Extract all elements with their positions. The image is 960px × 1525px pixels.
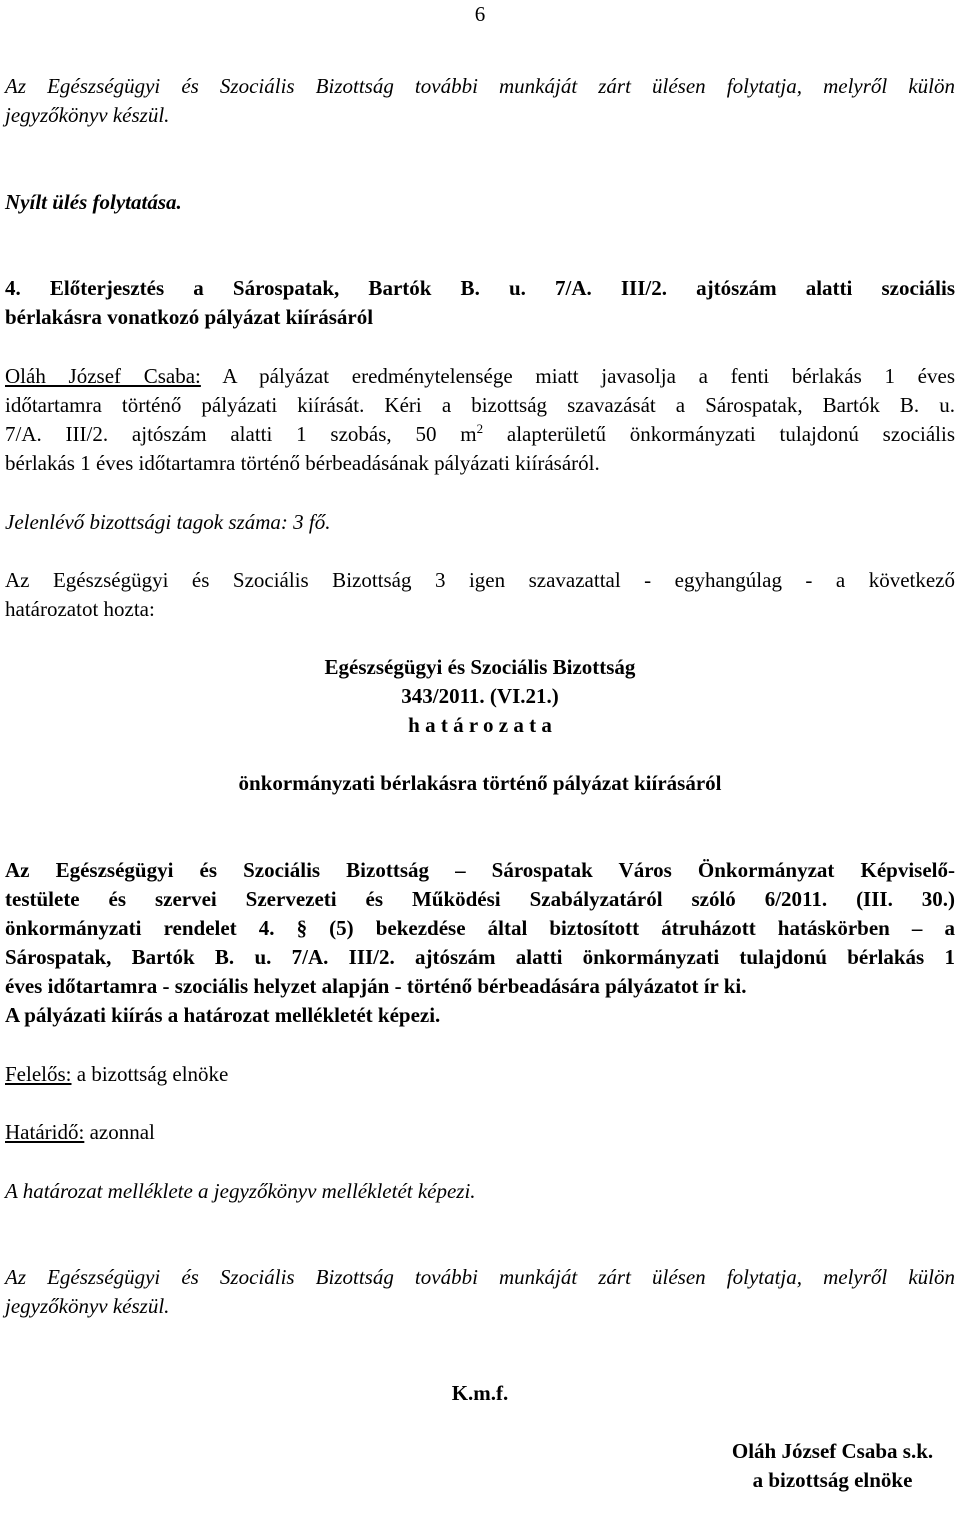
- closed-session-notice: [5, 72, 955, 130]
- vote-line-2: határozatot hozta:: [5, 597, 155, 621]
- annex-note: A határozat melléklete a jegyzőkönyv mellékletét képezi.: [5, 1179, 476, 1203]
- resolution-line-5: éves időtartamra - szociális helyzet alapján - történő bérbeadására pályázatot ír ki.: [5, 974, 747, 998]
- vote-paragraph: [5, 566, 955, 624]
- responsible-line: [5, 1060, 955, 1089]
- open-session-heading: Nyílt ülés folytatása.: [5, 190, 182, 214]
- agenda-item-line-1: 4. Előterjesztés a Sárospatak, Bartók B. u. 7/A. III/2. ajtószám alatti szociális: [5, 276, 955, 300]
- speech-line-4: bérlakás 1 éves időtartamra történő bérbeadásának pályázati kiírásáról.: [5, 451, 600, 475]
- resolution-line-2: testülete és szervei Szervezeti és Működési Szabályzatáról szóló 6/2011. (III. 30.): [5, 887, 955, 911]
- resolution-committee: Egészségügyi és Szociális Bizottság: [324, 655, 636, 679]
- closed-session-line-2: jegyzőkönyv készül.: [5, 103, 170, 127]
- agenda-item-line-2: bérlakásra vonatkozó pályázat kiírásáról: [5, 305, 374, 329]
- superscript-2: 2: [476, 421, 484, 436]
- vote-line-1: Az Egészségügyi és Szociális Bizottság 3 igen szavazattal - egyhangúlag - a következő: [5, 568, 955, 592]
- speaker-name: Oláh József Csaba:: [5, 364, 201, 388]
- responsible-label: Felelős:: [5, 1062, 72, 1086]
- page-number: 6: [474, 2, 486, 26]
- kmf: K.m.f.: [451, 1381, 509, 1405]
- responsible-value: a bizottság elnöke: [71, 1062, 229, 1086]
- deadline-value: azonnal: [84, 1120, 155, 1144]
- speech-line-2: időtartamra történő pályázati kiírását. Kéri a bizottság szavazását a Sárospatak, Bartók B. u.: [5, 393, 955, 417]
- resolution-line-4: Sárospatak, Bartók B. u. 7/A. III/2. ajtószám alatti önkormányzati tulajdonú bérlakás 1: [5, 945, 955, 969]
- agenda-item-4-title: [5, 274, 955, 332]
- resolution-line-1: Az Egészségügyi és Szociális Bizottság – Sárospatak Város Önkormányzat Képviselő-: [5, 858, 955, 882]
- resolution-label: h a t á r o z a t a: [408, 713, 552, 737]
- deadline-label: Határidő:: [5, 1120, 85, 1144]
- speech-paragraph: [5, 362, 955, 478]
- resolution-subject: önkormányzati bérlakásra történő pályázat kiírásáról: [238, 771, 722, 795]
- resolution-line-6: A pályázati kiírás a határozat mellékletét képezi.: [5, 1003, 441, 1027]
- signature-name: Oláh József Csaba s.k.: [731, 1439, 934, 1463]
- resolution-number: 343/2011. (VI.21.): [401, 684, 559, 708]
- signature-title: a bizottság elnöke: [752, 1468, 913, 1492]
- speech-line-1: Oláh József Csaba: A pályázat eredménytelensége miatt javasolja a fenti bérlakás 1 éves: [5, 364, 955, 388]
- speech-line-3: 7/A. III/2. ajtószám alatti 1 szobás, 50 $m^2$ alapterületű önkormányzati tulajdonú szociális: [5, 421, 955, 446]
- closing-line-1: Az Egészségügyi és Szociális Bizottság további munkáját zárt ülésen folytatja, melyről külön: [5, 1265, 955, 1289]
- resolution-line-3: önkormányzati rendelet 4. § (5) bekezdése által biztosított átruházott hatáskörben – a: [5, 916, 955, 940]
- closing-notice: [5, 1263, 955, 1321]
- signature-block: [690, 1437, 960, 1495]
- resolution-body: [5, 856, 955, 1030]
- closing-line-2: jegyzőkönyv készül.: [5, 1294, 170, 1318]
- closed-session-line-1: Az Egészségügyi és Szociális Bizottság további munkáját zárt ülésen folytatja, melyről külön: [5, 74, 955, 98]
- present-members: Jelenlévő bizottsági tagok száma: 3 fő.: [5, 510, 331, 534]
- deadline-line: [5, 1118, 955, 1147]
